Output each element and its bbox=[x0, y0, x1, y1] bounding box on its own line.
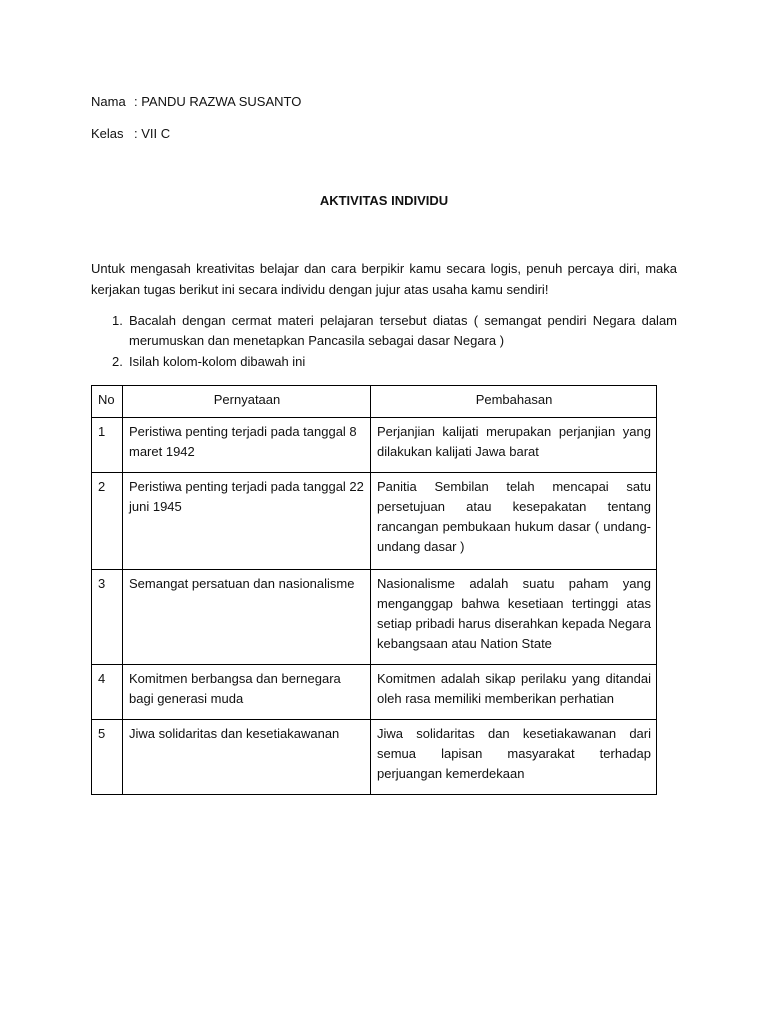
row-discussion: Perjanjian kalijati merupakan perjanjian yang dilakukan kalijati Jawa barat bbox=[371, 418, 657, 473]
name-value: : PANDU RAZWA SUSANTO bbox=[134, 94, 302, 109]
table-header-row bbox=[92, 386, 657, 418]
activity-table bbox=[91, 385, 657, 795]
student-name-row bbox=[91, 94, 301, 109]
instruction-item bbox=[91, 352, 677, 372]
row-no: 4 bbox=[92, 665, 123, 720]
instruction-number: 2. bbox=[112, 354, 123, 369]
row-discussion: Komitmen adalah sikap perilaku yang ditandai oleh rasa memiliki memberikan perhatian bbox=[371, 665, 657, 720]
table-row bbox=[92, 418, 657, 473]
instruction-list bbox=[91, 311, 677, 373]
row-no: 2 bbox=[92, 473, 123, 570]
row-statement: Komitmen berbangsa dan bernegara bagi generasi muda bbox=[123, 665, 371, 720]
row-statement: Peristiwa penting terjadi pada tanggal 8 maret 1942 bbox=[123, 418, 371, 473]
class-label: Kelas bbox=[91, 126, 124, 141]
row-discussion: Nasionalisme adalah suatu paham yang menganggap bahwa kesetiaan tertinggi atas setiap pribadi harus diserahkan kepada Negara kebangsaan atau Nation State bbox=[371, 570, 657, 665]
intro-paragraph: Untuk mengasah kreativitas belajar dan cara berpikir kamu secara logis, penuh percaya diri, maka kerjakan tugas berikut ini secara individu dengan jujur atas usaha kamu sendiri! bbox=[91, 261, 677, 297]
row-statement: Semangat persatuan dan nasionalisme bbox=[123, 570, 371, 665]
class-value: : VII C bbox=[134, 126, 171, 141]
table-row bbox=[92, 570, 657, 665]
row-no: 1 bbox=[92, 418, 123, 473]
instruction-item bbox=[91, 311, 677, 351]
instruction-text: Bacalah dengan cermat materi pelajaran tersebut diatas ( semangat pendiri Negara dalam merumuskan dan menetapkan Pancasila sebagai dasar Negara ) bbox=[129, 313, 677, 348]
row-no: 5 bbox=[92, 720, 123, 795]
row-statement: Jiwa solidaritas dan kesetiakawanan bbox=[123, 720, 371, 795]
name-label: Nama bbox=[91, 94, 126, 109]
table-row bbox=[92, 665, 657, 720]
row-no: 3 bbox=[92, 570, 123, 665]
table-row bbox=[92, 720, 657, 795]
student-class-row bbox=[91, 126, 170, 141]
page-title: AKTIVITAS INDIVIDU bbox=[319, 193, 449, 208]
row-discussion: Jiwa solidaritas dan kesetiakawanan dari semua lapisan masyarakat terhadap perjuangan kemerdekaan bbox=[371, 720, 657, 795]
header-statement: Pernyataan bbox=[123, 386, 371, 418]
header-no: No bbox=[92, 386, 123, 418]
header-discussion: Pembahasan bbox=[371, 386, 657, 418]
instruction-text: Isilah kolom-kolom dibawah ini bbox=[129, 354, 306, 369]
row-discussion: Panitia Sembilan telah mencapai satu persetujuan atau kesepakatan tentang rancangan pembukaan hukum dasar ( undang-undang dasar ) bbox=[371, 473, 657, 570]
instruction-number: 1. bbox=[112, 313, 123, 328]
row-statement: Peristiwa penting terjadi pada tanggal 22 juni 1945 bbox=[123, 473, 371, 570]
table-row bbox=[92, 473, 657, 570]
